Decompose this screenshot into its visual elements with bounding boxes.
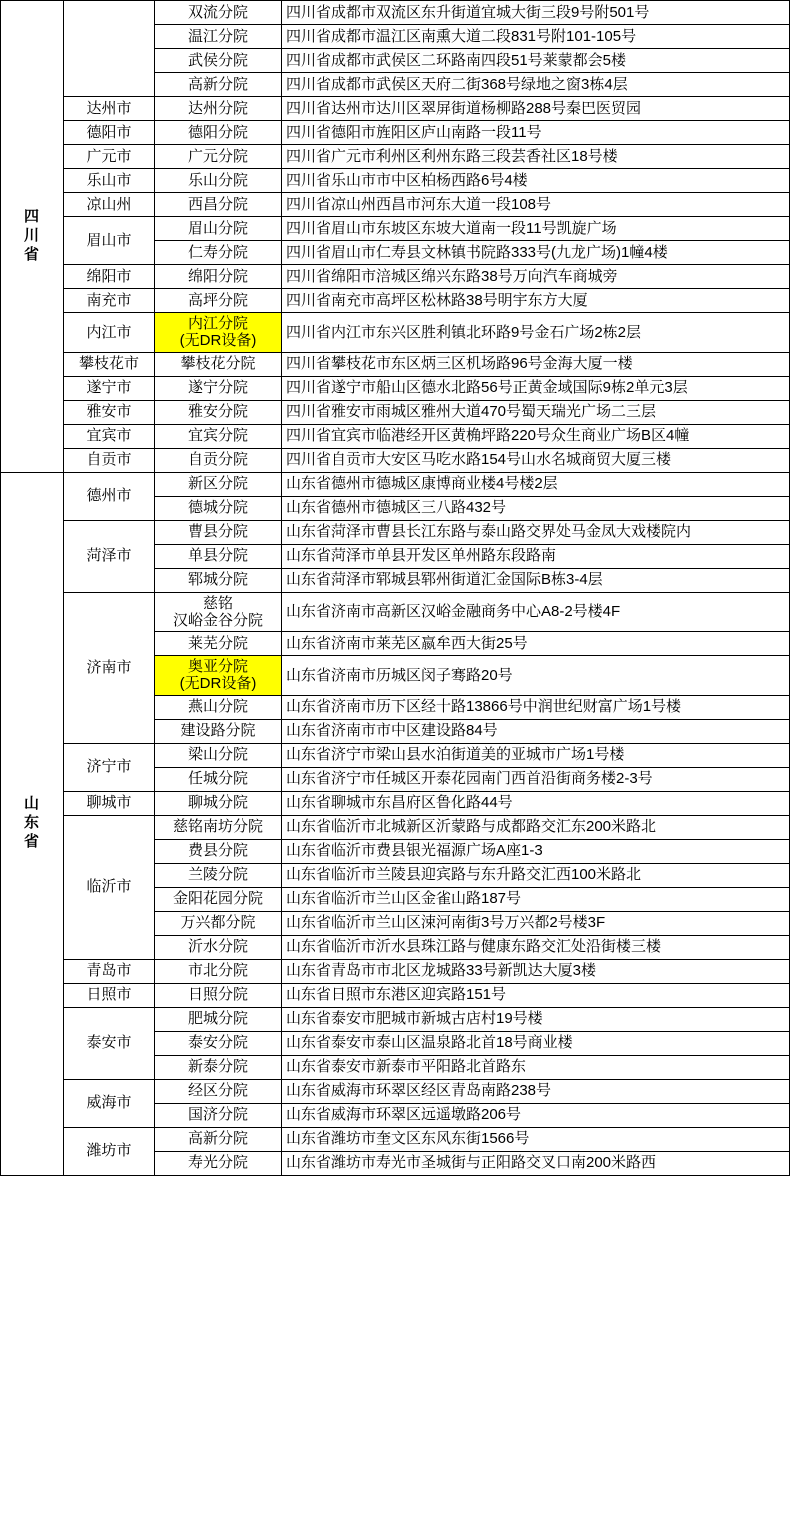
table-row	[1, 376, 790, 400]
table-row	[1, 145, 790, 169]
branch-name-cell: 德阳分院	[155, 121, 282, 145]
address-cell: 山东省济南市历城区闵子骞路20号	[282, 656, 790, 696]
branch-name-cell: 万兴都分院	[155, 911, 282, 935]
table-row	[1, 1079, 790, 1103]
branch-name-cell: 寿光分院	[155, 1151, 282, 1175]
address-cell: 山东省济南市高新区汉峪金融商务中心A8-2号楼4F	[282, 592, 790, 632]
branch-name-cell: 新区分院	[155, 472, 282, 496]
branch-name-cell: 聊城分院	[155, 791, 282, 815]
address-cell: 山东省临沂市沂水县珠江路与健康东路交汇处沿街楼三楼	[282, 935, 790, 959]
table-row	[1, 313, 790, 353]
branch-name-line2: (无DR设备)	[179, 675, 257, 693]
city-cell: 德阳市	[64, 121, 155, 145]
address-cell: 山东省临沂市北城新区沂蒙路与成都路交汇东200米路北	[282, 815, 790, 839]
address-cell: 四川省凉山州西昌市河东大道一段108号	[282, 193, 790, 217]
branch-name-cell: 攀枝花分院	[155, 352, 282, 376]
branch-name-cell: 自贡分院	[155, 448, 282, 472]
branch-name-cell: 日照分院	[155, 983, 282, 1007]
address-cell: 山东省青岛市市北区龙城路33号新凯达大厦3楼	[282, 959, 790, 983]
city-cell: 内江市	[64, 313, 155, 353]
address-cell: 四川省遂宁市船山区德水北路56号正黄金域国际9栋2单元3层	[282, 376, 790, 400]
branch-name-cell: 眉山分院	[155, 217, 282, 241]
table-row	[1, 472, 790, 496]
branch-name-cell: 西昌分院	[155, 193, 282, 217]
branch-name-cell: 梁山分院	[155, 743, 282, 767]
province-label-char: 省	[23, 245, 40, 263]
table-row	[1, 983, 790, 1007]
city-cell: 广元市	[64, 145, 155, 169]
address-cell: 山东省济宁市梁山县水泊街道美的亚城市广场1号楼	[282, 743, 790, 767]
branch-name-cell: 雅安分院	[155, 400, 282, 424]
city-cell: 威海市	[64, 1079, 155, 1127]
address-cell: 四川省自贡市大安区马吃水路154号山水名城商贸大厦三楼	[282, 448, 790, 472]
branch-name-cell: 温江分院	[155, 25, 282, 49]
branch-name-cell: 肥城分院	[155, 1007, 282, 1031]
address-cell: 山东省临沂市兰陵县迎宾路与东升路交汇西100米路北	[282, 863, 790, 887]
address-cell: 山东省日照市东港区迎宾路151号	[282, 983, 790, 1007]
address-cell: 山东省潍坊市奎文区东风东街1566号	[282, 1127, 790, 1151]
city-cell: 菏泽市	[64, 520, 155, 592]
branch-name-line1: 慈铭	[202, 594, 233, 612]
city-cell: 绵阳市	[64, 265, 155, 289]
branch-name-cell: 沂水分院	[155, 935, 282, 959]
address-cell: 山东省临沂市兰山区金雀山路187号	[282, 887, 790, 911]
table-body	[1, 1, 790, 1176]
branch-name-cell: 泰安分院	[155, 1031, 282, 1055]
branch-name-cell: 双流分院	[155, 1, 282, 25]
table-row	[1, 448, 790, 472]
address-cell: 四川省成都市武侯区二环路南四段51号莱蒙都会5楼	[282, 49, 790, 73]
branch-name-cell: 武侯分院	[155, 49, 282, 73]
branch-name-cell: 仁寿分院	[155, 241, 282, 265]
address-cell: 四川省成都市双流区东升街道宜城大街三段9号附501号	[282, 1, 790, 25]
address-cell: 四川省南充市高坪区松林路38号明宇东方大厦	[282, 289, 790, 313]
province-label-char: 山	[23, 795, 40, 813]
branch-name-cell: 达州分院	[155, 97, 282, 121]
province-label-char: 川	[23, 226, 40, 244]
city-cell: 遂宁市	[64, 376, 155, 400]
table-row	[1, 97, 790, 121]
table-row	[1, 169, 790, 193]
branch-name-cell: 费县分院	[155, 839, 282, 863]
city-cell: 青岛市	[64, 959, 155, 983]
address-cell: 四川省雅安市雨城区雅州大道470号蜀天瑞光广场二三层	[282, 400, 790, 424]
branch-name-cell: 金阳花园分院	[155, 887, 282, 911]
branch-name-line1: 奥亚分院	[187, 658, 248, 675]
address-cell: 四川省成都市武侯区天府二街368号绿地之窗3栋4层	[282, 73, 790, 97]
branch-name-cell: 绵阳分院	[155, 265, 282, 289]
address-cell: 四川省广元市利州区利州东路三段芸香社区18号楼	[282, 145, 790, 169]
table-row	[1, 1007, 790, 1031]
branch-name-cell: 市北分院	[155, 959, 282, 983]
city-cell	[64, 1, 155, 97]
table-row	[1, 791, 790, 815]
city-cell: 南充市	[64, 289, 155, 313]
address-cell: 山东省济宁市任城区开泰花园南门西首沿街商务楼2-3号	[282, 767, 790, 791]
city-cell: 济南市	[64, 592, 155, 743]
address-cell: 山东省德州市德城区康博商业楼4号楼2层	[282, 472, 790, 496]
table-row	[1, 1, 790, 25]
table-row	[1, 121, 790, 145]
table-row	[1, 289, 790, 313]
address-cell: 山东省泰安市泰山区温泉路北首18号商业楼	[282, 1031, 790, 1055]
city-cell: 乐山市	[64, 169, 155, 193]
branch-name-line2: 汉峪金谷分院	[172, 611, 263, 629]
branch-name-cell: 高坪分院	[155, 289, 282, 313]
city-cell: 攀枝花市	[64, 352, 155, 376]
city-cell: 日照市	[64, 983, 155, 1007]
branch-name-cell: 高新分院	[155, 1127, 282, 1151]
address-cell: 山东省泰安市新泰市平阳路北首路东	[282, 1055, 790, 1079]
branch-name-cell: 任城分院	[155, 767, 282, 791]
branch-name-cell	[155, 313, 282, 353]
branch-name-cell: 乐山分院	[155, 169, 282, 193]
address-cell: 山东省德州市德城区三八路432号	[282, 496, 790, 520]
city-cell: 德州市	[64, 472, 155, 520]
province-label-char: 省	[23, 832, 40, 850]
table-row	[1, 1127, 790, 1151]
branch-name-cell: 莱芜分院	[155, 632, 282, 656]
branch-name-cell: 高新分院	[155, 73, 282, 97]
table-row	[1, 424, 790, 448]
branch-name-cell: 国济分院	[155, 1103, 282, 1127]
address-cell: 山东省威海市环翠区经区青岛南路238号	[282, 1079, 790, 1103]
address-cell: 山东省济南市市中区建设路84号	[282, 719, 790, 743]
branch-name-cell: 遂宁分院	[155, 376, 282, 400]
branch-name-cell: 德城分院	[155, 496, 282, 520]
address-cell: 四川省眉山市仁寿县文林镇书院路333号(九龙广场)1幢4楼	[282, 241, 790, 265]
address-cell: 山东省菏泽市曹县长江东路与泰山路交界处马金凤大戏楼院内	[282, 520, 790, 544]
branch-name-cell: 经区分院	[155, 1079, 282, 1103]
address-cell: 四川省乐山市市中区柏杨西路6号4楼	[282, 169, 790, 193]
province-label-char: 东	[23, 814, 40, 832]
table-row	[1, 743, 790, 767]
table-row	[1, 352, 790, 376]
address-cell: 四川省成都市温江区南熏大道二段831号附101-105号	[282, 25, 790, 49]
branch-name-cell: 广元分院	[155, 145, 282, 169]
address-cell: 山东省临沂市兰山区涑河南街3号万兴都2号楼3F	[282, 911, 790, 935]
address-cell: 四川省宜宾市临港经开区黄桷坪路220号众生商业广场B区4幢	[282, 424, 790, 448]
address-cell: 山东省聊城市东昌府区鲁化路44号	[282, 791, 790, 815]
table-row	[1, 815, 790, 839]
table-row	[1, 520, 790, 544]
table-row	[1, 959, 790, 983]
address-cell: 四川省内江市东兴区胜利镇北环路9号金石广场2栋2层	[282, 313, 790, 353]
branch-name-cell: 单县分院	[155, 544, 282, 568]
city-cell: 眉山市	[64, 217, 155, 265]
table-row	[1, 265, 790, 289]
city-cell: 自贡市	[64, 448, 155, 472]
address-cell: 四川省眉山市东坡区东坡大道南一段11号凯旋广场	[282, 217, 790, 241]
branch-name-cell	[155, 656, 282, 696]
address-cell: 山东省济南市莱芜区嬴牟西大街25号	[282, 632, 790, 656]
city-cell: 宜宾市	[64, 424, 155, 448]
table-row	[1, 217, 790, 241]
branch-name-cell: 郓城分院	[155, 568, 282, 592]
city-cell: 泰安市	[64, 1007, 155, 1079]
address-cell: 四川省绵阳市涪城区绵兴东路38号万向汽车商城旁	[282, 265, 790, 289]
address-cell: 山东省泰安市肥城市新城古店村19号楼	[282, 1007, 790, 1031]
city-cell: 济宁市	[64, 743, 155, 791]
branch-name-line2: (无DR设备)	[179, 332, 257, 350]
address-cell: 山东省菏泽市郓城县郓州街道汇金国际B栋3-4层	[282, 568, 790, 592]
branch-name-cell: 燕山分院	[155, 695, 282, 719]
province-cell	[1, 1, 64, 473]
city-cell: 雅安市	[64, 400, 155, 424]
city-cell: 达州市	[64, 97, 155, 121]
branch-name-cell: 兰陵分院	[155, 863, 282, 887]
branch-name-cell: 建设路分院	[155, 719, 282, 743]
address-cell: 山东省临沂市费县银光福源广场A座1-3	[282, 839, 790, 863]
table-row	[1, 592, 790, 632]
branch-name-cell: 慈铭南坊分院	[155, 815, 282, 839]
address-cell: 山东省菏泽市单县开发区单州路东段路南	[282, 544, 790, 568]
table-row	[1, 193, 790, 217]
address-cell: 山东省威海市环翠区远遥墩路206号	[282, 1103, 790, 1127]
address-cell: 四川省德阳市旌阳区庐山南路一段11号	[282, 121, 790, 145]
city-cell: 聊城市	[64, 791, 155, 815]
address-cell: 山东省潍坊市寿光市圣城街与正阳路交叉口南200米路西	[282, 1151, 790, 1175]
address-cell: 四川省达州市达川区翠屏街道杨柳路288号秦巴医贸园	[282, 97, 790, 121]
city-cell: 潍坊市	[64, 1127, 155, 1175]
branch-name-cell: 曹县分院	[155, 520, 282, 544]
address-cell: 山东省济南市历下区经十路13866号中润世纪财富广场1号楼	[282, 695, 790, 719]
address-cell: 四川省攀枝花市东区炳三区机场路96号金海大厦一楼	[282, 352, 790, 376]
branch-name-cell: 宜宾分院	[155, 424, 282, 448]
table-row	[1, 400, 790, 424]
city-cell: 凉山州	[64, 193, 155, 217]
branch-name-cell: 新泰分院	[155, 1055, 282, 1079]
branch-name-cell	[155, 592, 282, 632]
province-label-char: 四	[23, 208, 40, 226]
province-cell	[1, 472, 64, 1175]
branch-name-line1: 内江分院	[187, 315, 248, 332]
city-cell: 临沂市	[64, 815, 155, 959]
